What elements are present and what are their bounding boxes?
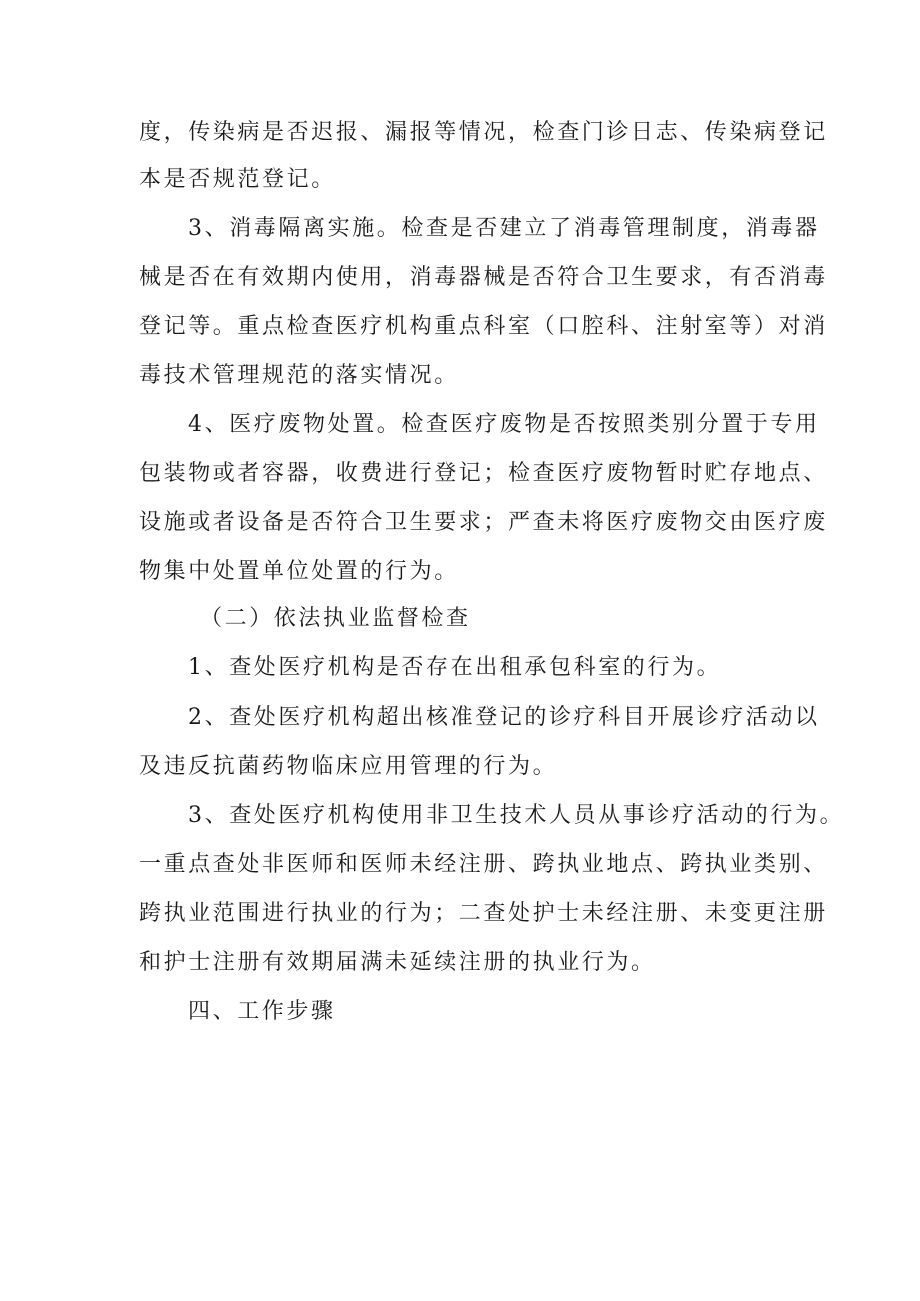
section-heading: （二）依法执业监督检查 [200, 606, 471, 631]
text-line: 度，传染病是否迟报、漏报等情况，检查门诊日志、传染病登记 [139, 120, 828, 145]
text-line: 物集中处置单位处置的行为。 [139, 559, 459, 584]
text-line: 一重点查处非医师和医师未经注册、跨执业地点、跨执业类别、 [139, 852, 828, 877]
text-line: 和护士注册有效期届满未延续注册的执业行为。 [139, 950, 656, 975]
text-line: 包装物或者容器，收费进行登记；检查医疗废物暂时贮存地点、 [139, 461, 828, 486]
paragraph-line: 3、消毒隔离实施。检查是否建立了消毒管理制度，消毒器 [188, 216, 820, 241]
text-line: 械是否在有效期内使用，消毒器械是否符合卫生要求，有否消毒 [139, 265, 828, 290]
paragraph-line: 3、查处医疗机构使用非卫生技术人员从事诊疗活动的行为。 [188, 803, 845, 828]
text-line: 跨执业范围进行执业的行为；二查处护士未经注册、未变更注册 [139, 901, 828, 926]
text-line: 本是否规范登记。 [139, 167, 336, 192]
text-line: 设施或者设备是否符合卫生要求；严查未将医疗废物交由医疗废 [139, 510, 828, 535]
text-line: 及违反抗菌药物临床应用管理的行为。 [139, 754, 558, 779]
section-heading: 四、工作步骤 [188, 999, 336, 1024]
text-line: 登记等。重点检查医疗机构重点科室（口腔科、注射室等）对消 [139, 314, 828, 339]
text-line: 毒技术管理规范的落实情况。 [139, 363, 459, 388]
paragraph-line: 2、查处医疗机构超出核准登记的诊疗科目开展诊疗活动以 [188, 705, 820, 730]
paragraph-line: 4、医疗废物处置。检查医疗废物是否按照类别分置于专用 [188, 412, 820, 437]
paragraph-line: 1、查处医疗机构是否存在出租承包科室的行为。 [188, 655, 722, 680]
